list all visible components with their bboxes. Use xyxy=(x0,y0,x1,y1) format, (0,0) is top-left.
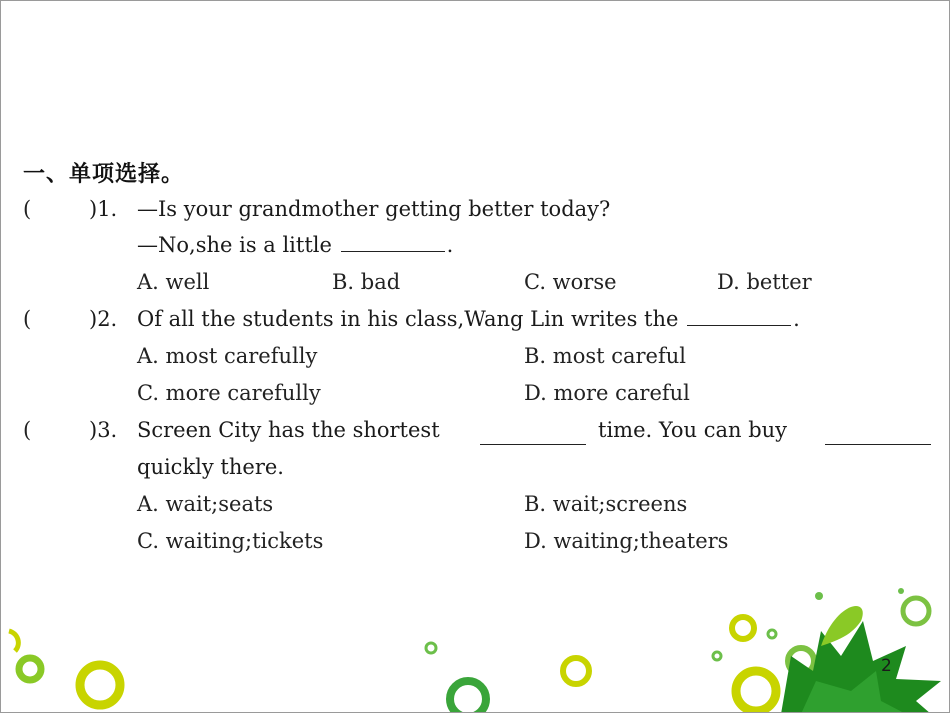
option-d: D. waiting;theaters xyxy=(524,529,729,553)
ring-icon xyxy=(563,658,589,684)
question-text xyxy=(137,233,453,257)
option-d: D. more careful xyxy=(524,381,690,405)
question-text: time. You can buy xyxy=(598,418,788,442)
question-text-part: . xyxy=(793,307,800,331)
option-a: A. most carefully xyxy=(137,344,318,368)
question-number: )1. xyxy=(89,197,118,221)
question-text-part: . xyxy=(446,233,454,257)
ring-icon xyxy=(732,617,754,639)
ring-icon xyxy=(768,630,776,638)
option-b: B. most careful xyxy=(524,344,686,368)
ring-icon xyxy=(426,643,436,653)
answer-blank xyxy=(480,443,586,445)
dot-icon xyxy=(898,588,904,594)
answer-paren-open: ( xyxy=(23,418,32,442)
question-text-part: —No,she is a little xyxy=(137,233,332,257)
answer-blank xyxy=(687,324,791,326)
answer-paren-open: ( xyxy=(23,197,32,221)
question-text: —Is your grandmother getting better today? xyxy=(137,197,611,221)
section-heading: 一、单项选择。 xyxy=(23,162,185,187)
ring-icon xyxy=(736,671,776,711)
option-c: C. waiting;tickets xyxy=(137,529,324,553)
ring-icon xyxy=(9,631,18,651)
question-text xyxy=(137,307,800,331)
option-a: A. wait;seats xyxy=(137,492,274,516)
option-b: B. wait;screens xyxy=(524,492,688,516)
ring-icon xyxy=(80,665,120,705)
answer-blank xyxy=(825,443,931,445)
dot-icon xyxy=(815,592,823,600)
question-number: )2. xyxy=(89,307,118,331)
ring-icon xyxy=(713,652,721,660)
question-text-part: Of all the students in his class,Wang Lin writes the xyxy=(137,307,679,331)
option-c: C. more carefully xyxy=(137,381,321,405)
answer-paren-open: ( xyxy=(23,307,32,331)
decorative-rings-and-leaves xyxy=(1,561,950,713)
ring-icon xyxy=(903,598,929,624)
question-number: )3. xyxy=(89,418,118,442)
option-a: A. well xyxy=(137,270,210,294)
option-b: B. bad xyxy=(332,270,401,294)
option-d: D. better xyxy=(717,270,812,294)
page-number: 2 xyxy=(881,656,892,676)
ring-icon xyxy=(19,658,41,680)
ring-icon xyxy=(450,681,486,713)
question-text: quickly there. xyxy=(137,455,284,479)
question-text: Screen City has the shortest xyxy=(137,418,440,442)
answer-blank xyxy=(341,250,445,252)
option-c: C. worse xyxy=(524,270,617,294)
